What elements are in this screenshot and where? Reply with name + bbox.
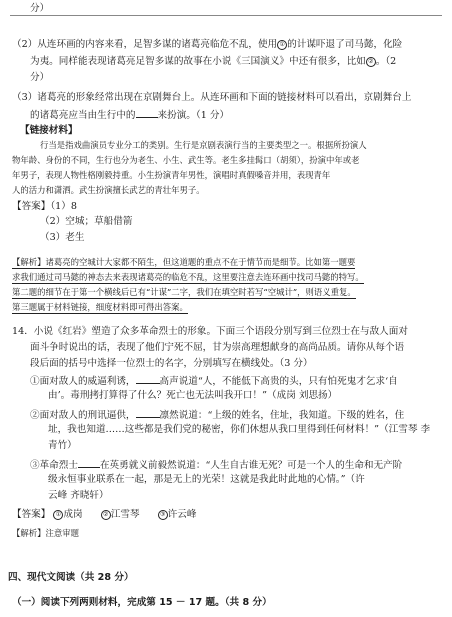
link-line-1: 行当是指戏曲演员专业分工的类别。生行是京剧表演行当的主要类型之一。根据所扮演人 <box>40 140 367 150</box>
q14-line3: 段后面的括号中选择一位烈士的名字，分别填写在横线处。（3 分） <box>30 358 313 369</box>
continued-score: 分） <box>30 3 50 14</box>
answer1-line2: （2）空城；草船借箭 <box>40 216 133 227</box>
answer2-item-3: ③ 许云峰 <box>158 509 197 520</box>
answer1-line3: （3）老生 <box>40 232 85 243</box>
q14-passage1-line2: 由’。毒刑拷打算得了什么？死亡也无法叫我开口！”（成岗 刘思扬） <box>48 390 338 401</box>
analysis1-line3: 第二题的细节在于第一个横线后已有“计谋”二字，我们在填空时若写“空城计”，则语义重复。 <box>12 287 356 297</box>
q3-line2: 的诸葛亮应当由生行中的 来扮演。（1 分） <box>30 110 230 121</box>
subsection1-heading: （一）阅读下列两则材料，完成第 15 － 17 题。（共 8 分） <box>12 597 272 608</box>
link-line-3: 年男子，表现人物性格刚毅持重。小生扮演青年男性，演唱时真假嗓音并用，表现青年 <box>12 170 331 180</box>
link-material-title: 【链接材料】 <box>20 125 78 136</box>
analysis1-line4: 第三题属于材料链接，细度材料即可得出答案。 <box>12 302 188 312</box>
answer1-line1: 【答案】（1）8 <box>12 201 77 212</box>
analysis1-line2: 求我们通过司马懿的神态去来表现诸葛亮的临危不乱，这里要注意去连环画中找司马懿的特写。 <box>12 272 364 282</box>
answer2-item-1: ① 成岗 <box>53 509 82 520</box>
q14-passage2-line2: 址，我也知道……这些都是我们党的秘密，你们休想从我口里得到任何材料！”（江雪琴 李 <box>48 424 431 435</box>
q14-line2: 面斗争时说出的话，表现了他们宁死不屈，甘为崇高理想献身的高尚品质。请你从每个语 <box>30 342 405 353</box>
q2-line3: 分） <box>30 72 50 83</box>
blank-number-1: ① <box>277 40 287 50</box>
q2-line1: （2）从连环画的内容来看，足智多谋的诸葛亮临危不乱，使用 ① 的计谋吓退了司马懿，化险 <box>12 39 403 50</box>
link-line-2: 物年龄、身份的不同，生行也分为老生、小生、武生等。老生多挂髯口（胡须），扮演中年或老 <box>12 155 360 165</box>
analysis1-line1: 【解析】诸葛亮的空城计大家都不陌生，但这道题的重点不在于情节而是细节。比如第一题要 <box>12 257 356 267</box>
q2-line2: 为夷。同样能表现诸葛亮足智多谋的故事在小说《三国演义》中还有很多，比如 ② 。（2 <box>30 56 397 67</box>
section4-heading: 四、现代文阅读（共 28 分） <box>8 572 134 583</box>
answer2: 【答案】 ① 成岗 ② 江雪琴 ③ 许云峰 <box>12 509 197 520</box>
q14-passage2-line3: 青竹） <box>48 440 77 451</box>
q14-passage2-line1: ②面对敌人的刑讯逼供， 凛然说道：“上级的姓名，住址，我知道。下级的姓名，住 <box>30 410 405 421</box>
link-line-4: 人的活力和潇洒。武生扮演擅长武艺的青壮年男子。 <box>12 185 205 195</box>
q14-passage3-line1: ③革命烈士 在英勇就义前毅然说道：“人生自古谁无死？可是一个人的生命和无产阶 <box>30 460 403 471</box>
analysis2: 【解析】注意审题 <box>12 528 79 538</box>
q3-line1: （3）诸葛亮的形象经常出现在京剧舞台上。从连环画和下面的链接材料可以看出，京剧舞台上 <box>12 92 412 103</box>
q14-passage1-line1: ①面对敌人的威逼利诱， 高声说道“人，不能低下高贵的头，只有怕死鬼才乞求‘自 <box>30 376 398 387</box>
q14-line1: 14．小说《红岩》塑造了众多革命烈士的形象。下面三个语段分别写到三位烈士在与敌人面对 <box>12 326 408 337</box>
q14-passage3-line3: 云峰 齐晓轩） <box>48 490 109 501</box>
answer2-item-2: ② 江雪琴 <box>101 509 140 520</box>
blank-number-2: ② <box>366 57 376 67</box>
header-rule <box>10 15 442 16</box>
q14-passage3-line2: 级永恒事业联系在一起，那是无上的光荣！这就是我此时此地的心情。”（许 <box>48 474 365 485</box>
